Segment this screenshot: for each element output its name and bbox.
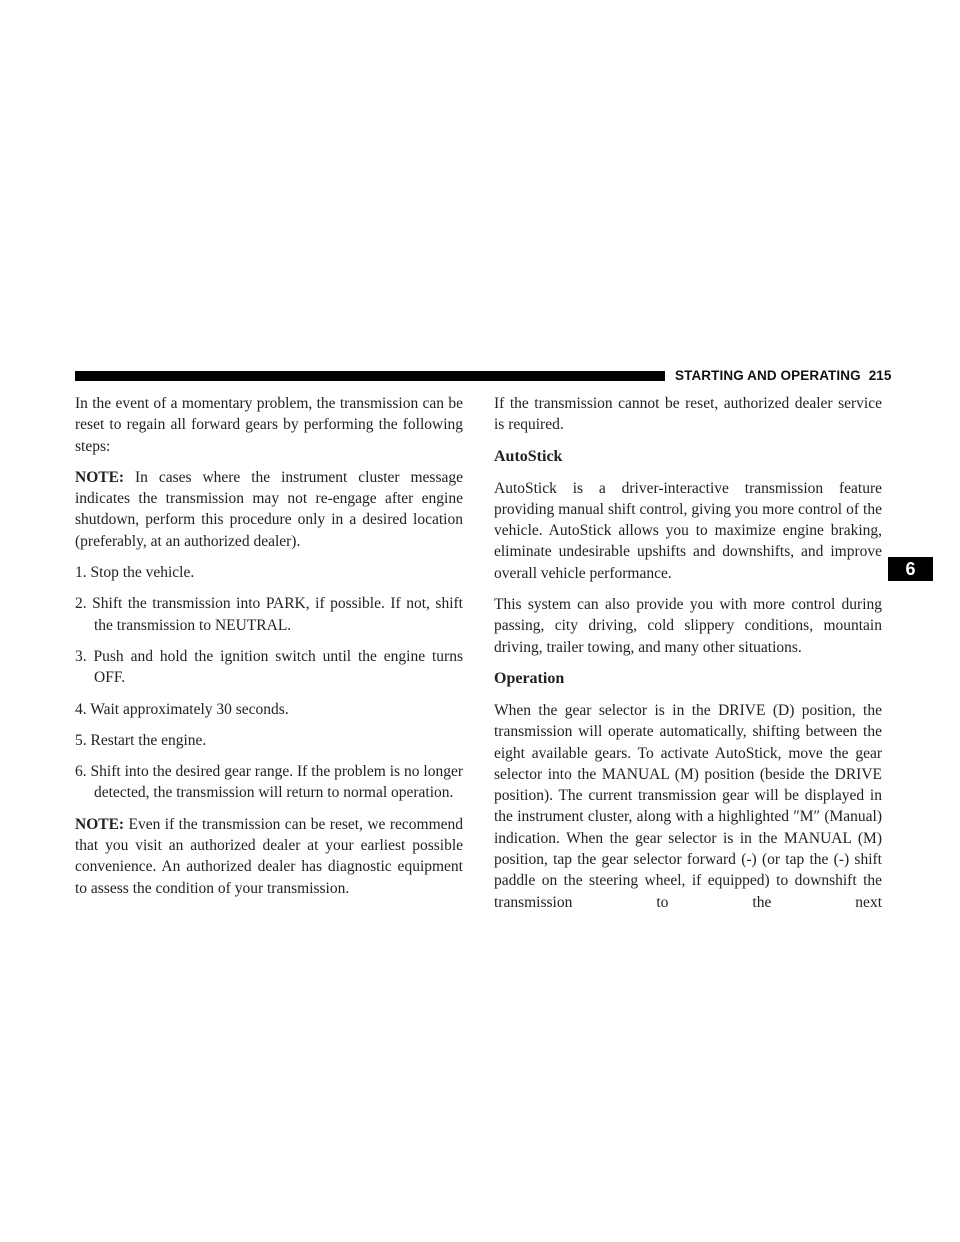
- note-text: Even if the transmission can be reset, we recommend that you visit an authorized dealer at your earliest possible convenience. An authorized dealer has diagnostic equipment to assess the condition of your transmission.: [75, 815, 464, 897]
- step-6: 6. Shift into the desired gear range. If the problem is no longer detected, the transmission will return to normal operation.: [75, 763, 463, 802]
- page-number: 215: [868, 368, 892, 383]
- running-header: [675, 368, 895, 384]
- note-label: NOTE:: [75, 468, 125, 486]
- left-column: [75, 393, 463, 909]
- autostick-paragraph: AutoStick is a driver-interactive transmission feature providing manual shift control, giving you more control of the vehicle. AutoStick allows you to maximize engine braking, eliminate undesirable upshifts and downshifts, and improve overall vehicle performance.: [494, 479, 882, 582]
- operation-paragraph: When the gear selector is in the DRIVE (D) position, the transmission will operate automatically, shifting between the eight available gears. To activate AutoStick, move the gear selector into the MANUAL (M) position (beside the DRIVE position). The current transmission gear will be displayed in the instrument cluster, along with a highlighted ″M″ (Manual) indication. When the gear selector is in the MANUAL (M) position, tap the gear selector forward (-) (or tap the (-) shift paddle on the steering wheel, if equipped) to downshift the transmission to the next: [494, 701, 882, 911]
- header-rule: [75, 371, 665, 381]
- operation-heading: Operation: [494, 669, 565, 687]
- intro-paragraph: In the event of a momentary problem, the transmission can be reset to regain all forward gears by performing the following steps:: [75, 395, 463, 455]
- right-column: [494, 393, 882, 913]
- reset-paragraph: If the transmission cannot be reset, authorized dealer service is required.: [494, 395, 882, 434]
- step-5: 5. Restart the engine.: [75, 731, 207, 749]
- step-2: 2. Shift the transmission into PARK, if possible. If not, shift the transmission to NEUTRAL.: [75, 595, 463, 634]
- step-4: 4. Wait approximately 30 seconds.: [75, 700, 289, 718]
- step-3: 3. Push and hold the ignition switch until the engine turns OFF.: [75, 647, 463, 687]
- note-paragraph: [75, 467, 463, 552]
- note-text: In cases where the instrument cluster message indicates the transmission may not re-engage after engine shutdown, perform this procedure only in a desired location (preferably, at an authorized dealer).: [75, 468, 464, 550]
- step-1: 1. Stop the vehicle.: [75, 564, 195, 582]
- note-paragraph: [75, 814, 463, 899]
- note-label: NOTE:: [75, 815, 125, 833]
- section-title: STARTING AND OPERATING: [675, 368, 861, 383]
- autostick-heading: AutoStick: [494, 447, 563, 465]
- control-paragraph: This system can also provide you with more control during passing, city driving, cold slippery conditions, mountain driving, trailer towing, and many other situations.: [494, 596, 882, 656]
- chapter-tab: 6: [888, 557, 933, 581]
